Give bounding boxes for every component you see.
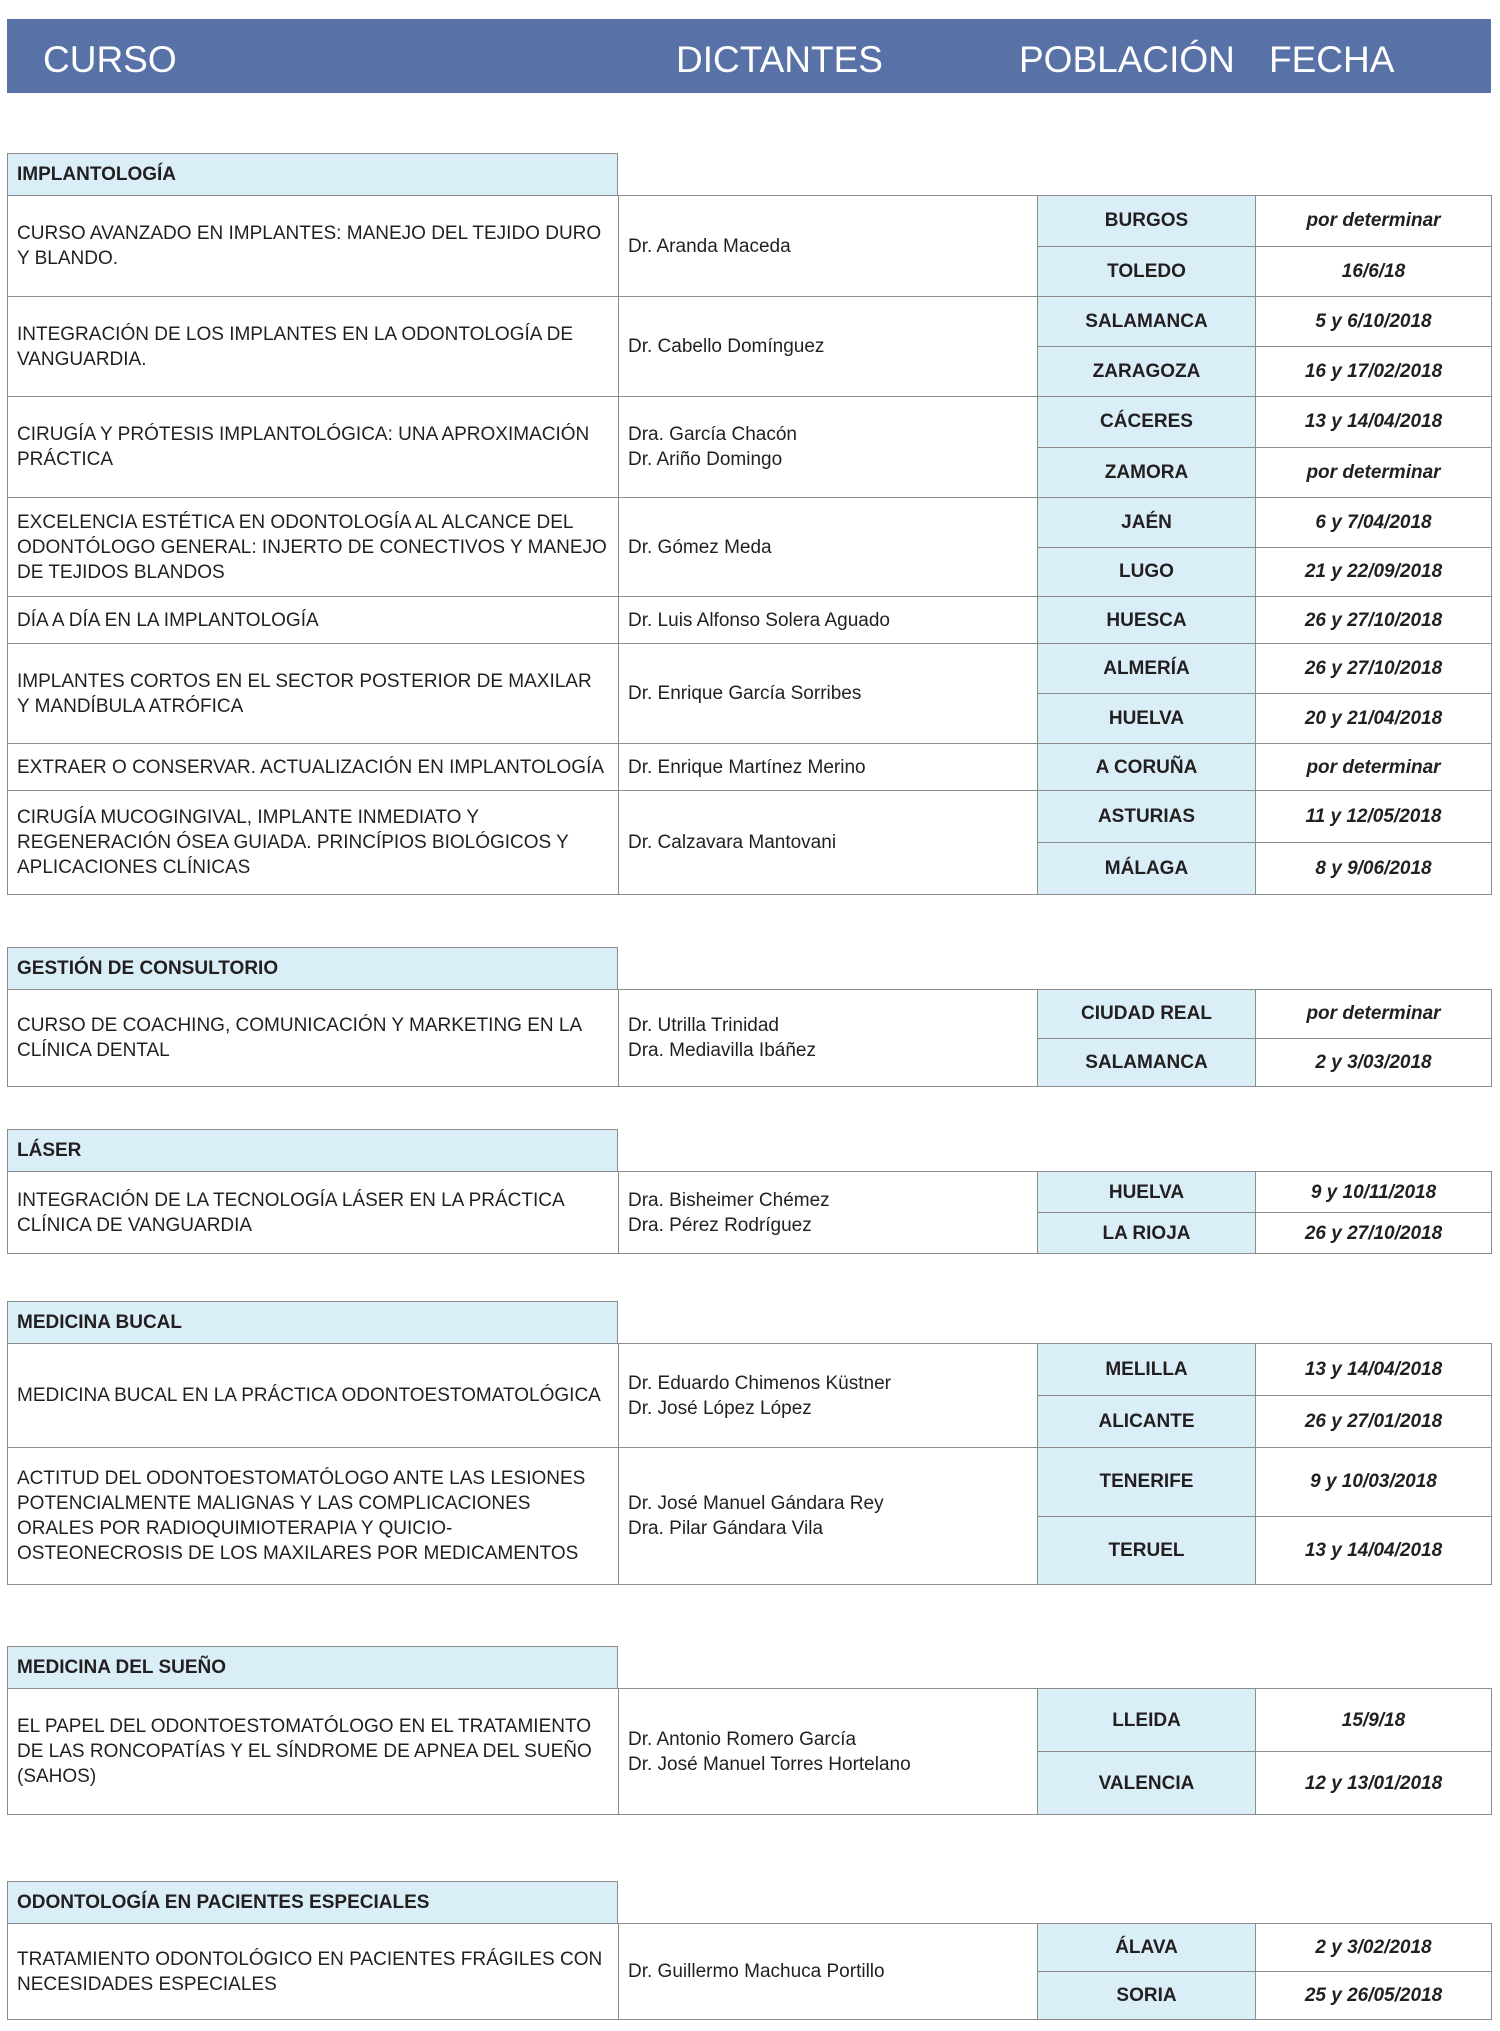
- course-name: IMPLANTES CORTOS EN EL SECTOR POSTERIOR DE MAXILAR Y MANDÍBULA ATRÓFICA: [8, 644, 619, 744]
- course-speakers: Dr. Luis Alfonso Solera Aguado: [619, 597, 1038, 644]
- table-row: [8, 1924, 1492, 1972]
- course-speakers: Dr. Calzavara Mantovani: [619, 791, 1038, 895]
- session-date: 11 y 12/05/2018: [1256, 791, 1492, 843]
- table-row: [8, 397, 1492, 448]
- course-speakers: Dr. Antonio Romero García Dr. José Manuel Torres Hortelano: [619, 1689, 1038, 1815]
- table-row: [8, 297, 1492, 347]
- session-city: HUELVA: [1038, 694, 1256, 744]
- course-table: [7, 989, 1492, 1087]
- header-curso: CURSO: [43, 39, 177, 80]
- session-date: por determinar: [1256, 744, 1492, 791]
- session-date: por determinar: [1256, 447, 1492, 498]
- header-poblacion: POBLACIÓN: [1019, 39, 1235, 80]
- course-name: CIRUGÍA MUCOGINGIVAL, IMPLANTE INMEDIATO Y REGENERACIÓN ÓSEA GUIADA. PRINCÍPIOS BIOLÓGICOS Y APLICACIONES CLÍNICAS: [8, 791, 619, 895]
- session-date: 26 y 27/10/2018: [1256, 1213, 1492, 1254]
- session-city: HUESCA: [1038, 597, 1256, 644]
- section-title: GESTIÓN DE CONSULTORIO: [7, 947, 618, 989]
- session-city: ZAMORA: [1038, 447, 1256, 498]
- session-date: 25 y 26/05/2018: [1256, 1972, 1492, 2020]
- course-section: [7, 153, 1491, 895]
- course-name: CURSO DE COACHING, COMUNICACIÓN Y MARKETING EN LA CLÍNICA DENTAL: [8, 990, 619, 1087]
- session-city: LLEIDA: [1038, 1689, 1256, 1752]
- session-city: ASTURIAS: [1038, 791, 1256, 843]
- session-date: 9 y 10/11/2018: [1256, 1172, 1492, 1213]
- course-table: [7, 1688, 1492, 1815]
- session-city: MELILLA: [1038, 1344, 1256, 1396]
- course-table: [7, 195, 1492, 895]
- course-speakers: Dr. Gómez Meda: [619, 498, 1038, 597]
- session-date: por determinar: [1256, 990, 1492, 1039]
- session-city: ALMERÍA: [1038, 644, 1256, 694]
- session-city: ÁLAVA: [1038, 1924, 1256, 1972]
- column-header-bar: [7, 19, 1491, 93]
- course-speakers: Dra. Bisheimer Chémez Dra. Pérez Rodríguez: [619, 1172, 1038, 1254]
- session-date: 13 y 14/04/2018: [1256, 1344, 1492, 1396]
- table-row: [8, 1172, 1492, 1213]
- session-city: TERUEL: [1038, 1516, 1256, 1585]
- course-table: [7, 1923, 1492, 2020]
- table-row: [8, 1344, 1492, 1396]
- course-name: ACTITUD DEL ODONTOESTOMATÓLOGO ANTE LAS LESIONES POTENCIALMENTE MALIGNAS Y LAS COMPLICACIONES ORALES POR RADIOQUIMIOTERAPIA Y QUICIO-OSTEONECROSIS DE LOS MAXILARES POR MEDICAMENTOS: [8, 1448, 619, 1585]
- course-section: [7, 1881, 1491, 2020]
- session-city: ZARAGOZA: [1038, 347, 1256, 397]
- course-table: [7, 1171, 1492, 1254]
- table-row: [8, 791, 1492, 843]
- course-name: MEDICINA BUCAL EN LA PRÁCTICA ODONTOESTOMATOLÓGICA: [8, 1344, 619, 1448]
- session-date: 2 y 3/03/2018: [1256, 1038, 1492, 1087]
- course-name: INTEGRACIÓN DE LOS IMPLANTES EN LA ODONTOLOGÍA DE VANGUARDIA.: [8, 297, 619, 397]
- table-row: [8, 744, 1492, 791]
- table-row: [8, 1689, 1492, 1752]
- session-city: A CORUÑA: [1038, 744, 1256, 791]
- session-date: 12 y 13/01/2018: [1256, 1752, 1492, 1815]
- course-section: [7, 1129, 1491, 1254]
- session-date: 2 y 3/02/2018: [1256, 1924, 1492, 1972]
- session-date: 6 y 7/04/2018: [1256, 498, 1492, 548]
- session-date: 26 y 27/01/2018: [1256, 1396, 1492, 1448]
- session-date: 21 y 22/09/2018: [1256, 547, 1492, 597]
- session-city: CÁCERES: [1038, 397, 1256, 448]
- section-title: MEDICINA BUCAL: [7, 1301, 618, 1343]
- session-date: 15/9/18: [1256, 1689, 1492, 1752]
- session-date: 26 y 27/10/2018: [1256, 597, 1492, 644]
- course-section: [7, 1301, 1491, 1585]
- session-city: BURGOS: [1038, 196, 1256, 247]
- session-date: 13 y 14/04/2018: [1256, 397, 1492, 448]
- session-city: TOLEDO: [1038, 246, 1256, 297]
- course-name: INTEGRACIÓN DE LA TECNOLOGÍA LÁSER EN LA PRÁCTICA CLÍNICA DE VANGUARDIA: [8, 1172, 619, 1254]
- course-section: [7, 947, 1491, 1087]
- course-speakers: Dr. Enrique Martínez Merino: [619, 744, 1038, 791]
- session-date: 16/6/18: [1256, 246, 1492, 297]
- session-city: VALENCIA: [1038, 1752, 1256, 1815]
- course-speakers: Dr. Enrique García Sorribes: [619, 644, 1038, 744]
- session-date: 16 y 17/02/2018: [1256, 347, 1492, 397]
- section-title: MEDICINA DEL SUEÑO: [7, 1646, 618, 1688]
- session-date: 26 y 27/10/2018: [1256, 644, 1492, 694]
- section-title: LÁSER: [7, 1129, 618, 1171]
- section-title: IMPLANTOLOGÍA: [7, 153, 618, 195]
- table-row: [8, 990, 1492, 1039]
- course-table: [7, 1343, 1492, 1585]
- course-speakers: Dr. Aranda Maceda: [619, 196, 1038, 297]
- session-date: 13 y 14/04/2018: [1256, 1516, 1492, 1585]
- course-name: CIRUGÍA Y PRÓTESIS IMPLANTOLÓGICA: UNA APROXIMACIÓN PRÁCTICA: [8, 397, 619, 498]
- course-name: EL PAPEL DEL ODONTOESTOMATÓLOGO EN EL TRATAMIENTO DE LAS RONCOPATÍAS Y EL SÍNDROME DE APNEA DEL SUEÑO (SAHOS): [8, 1689, 619, 1815]
- session-city: ALICANTE: [1038, 1396, 1256, 1448]
- course-speakers: Dr. Eduardo Chimenos Küstner Dr. José López López: [619, 1344, 1038, 1448]
- course-speakers: Dr. Guillermo Machuca Portillo: [619, 1924, 1038, 2020]
- session-date: 20 y 21/04/2018: [1256, 694, 1492, 744]
- table-row: [8, 196, 1492, 247]
- session-city: SORIA: [1038, 1972, 1256, 2020]
- course-name: DÍA A DÍA EN LA IMPLANTOLOGÍA: [8, 597, 619, 644]
- session-city: HUELVA: [1038, 1172, 1256, 1213]
- session-city: LA RIOJA: [1038, 1213, 1256, 1254]
- course-name: CURSO AVANZADO EN IMPLANTES: MANEJO DEL TEJIDO DURO Y BLANDO.: [8, 196, 619, 297]
- course-name: TRATAMIENTO ODONTOLÓGICO EN PACIENTES FRÁGILES CON NECESIDADES ESPECIALES: [8, 1924, 619, 2020]
- session-city: SALAMANCA: [1038, 297, 1256, 347]
- section-title: ODONTOLOGÍA EN PACIENTES ESPECIALES: [7, 1881, 618, 1923]
- course-speakers: Dr. José Manuel Gándara Rey Dra. Pilar Gándara Vila: [619, 1448, 1038, 1585]
- course-speakers: Dr. Utrilla Trinidad Dra. Mediavilla Ibáñez: [619, 990, 1038, 1087]
- course-speakers: Dra. García Chacón Dr. Ariño Domingo: [619, 397, 1038, 498]
- table-row: [8, 1448, 1492, 1517]
- session-date: 8 y 9/06/2018: [1256, 843, 1492, 895]
- course-speakers: Dr. Cabello Domínguez: [619, 297, 1038, 397]
- session-city: SALAMANCA: [1038, 1038, 1256, 1087]
- course-section: [7, 1646, 1491, 1815]
- session-date: 5 y 6/10/2018: [1256, 297, 1492, 347]
- session-city: MÁLAGA: [1038, 843, 1256, 895]
- session-city: LUGO: [1038, 547, 1256, 597]
- session-date: por determinar: [1256, 196, 1492, 247]
- header-dictantes: DICTANTES: [676, 39, 883, 80]
- session-city: CIUDAD REAL: [1038, 990, 1256, 1039]
- table-row: [8, 498, 1492, 548]
- session-city: TENERIFE: [1038, 1448, 1256, 1517]
- header-fecha: FECHA: [1269, 39, 1395, 80]
- course-name: EXCELENCIA ESTÉTICA EN ODONTOLOGÍA AL ALCANCE DEL ODONTÓLOGO GENERAL: INJERTO DE CONECTIVOS Y MANEJO DE TEJIDOS BLANDOS: [8, 498, 619, 597]
- table-row: [8, 644, 1492, 694]
- table-row: [8, 597, 1492, 644]
- course-name: EXTRAER O CONSERVAR. ACTUALIZACIÓN EN IMPLANTOLOGÍA: [8, 744, 619, 791]
- session-date: 9 y 10/03/2018: [1256, 1448, 1492, 1517]
- session-city: JAÉN: [1038, 498, 1256, 548]
